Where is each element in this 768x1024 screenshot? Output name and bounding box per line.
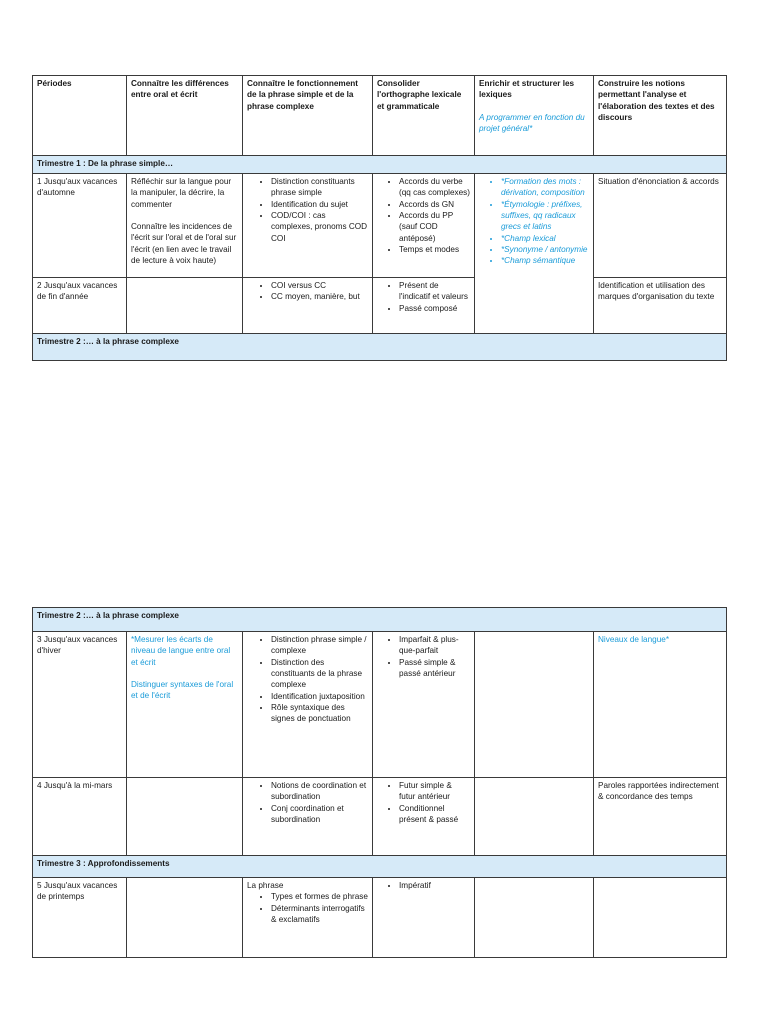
list-item: • Passé composé: [399, 303, 470, 314]
list-item: • Accords ds GN: [399, 199, 470, 210]
list-item: • *Étymologie : préfixes, suffixes, qq radicaux grecs et latins: [501, 199, 589, 233]
header-discours: Construire les notions permettant l'analyse et l'élaboration des textes et des discours: [594, 76, 727, 156]
period-cell: 2 Jusqu'aux vacances de fin d'année: [33, 278, 127, 334]
oral-text: Distinguer syntaxes de l'oral et de l'écrit: [131, 679, 234, 701]
oral-ecrit-cell: [127, 278, 243, 334]
trimester-1-label: Trimestre 1 : De la phrase simple…: [33, 156, 727, 174]
list-item: • COD/COI : cas complexes, pronoms COD COI: [271, 210, 368, 244]
ortho-cell: [373, 632, 475, 778]
oral-text: *Mesurer les écarts de niveau de langue entre oral et écrit: [131, 635, 231, 667]
list-item: • *Formation des mots : dérivation, composition: [501, 176, 589, 199]
table-row: [33, 878, 727, 958]
list-item: • Identification du sujet: [271, 199, 368, 210]
period-cell: 4 Jusqu'à la mi-mars: [33, 778, 127, 856]
period-cell: 1 Jusqu'aux vacances d'automne: [33, 174, 127, 278]
oral-text: Réfléchir sur la langue pour la manipuler, la décrire, la commenter: [131, 177, 232, 209]
lexique-cell: [475, 878, 594, 958]
oral-ecrit-cell: [127, 878, 243, 958]
list-item: • Identification juxtaposition: [271, 691, 368, 702]
table-row: [33, 278, 727, 334]
trimester-3-label: Trimestre 3 : Approfondissements: [33, 856, 727, 878]
phrase-cell: [243, 278, 373, 334]
oral-ecrit-cell: [127, 632, 243, 778]
header-lexiques-label: Enrichir et structurer les lexiques: [479, 79, 575, 100]
list-item: • Distinction constituants phrase simple: [271, 176, 368, 199]
header-orthographe: Consolider l'orthographe lexicale et grammaticale: [373, 76, 475, 156]
ortho-cell: [373, 878, 475, 958]
trimester-band: [33, 156, 727, 174]
trimester-band: [33, 334, 727, 361]
list-item: • Conj coordination et subordination: [271, 803, 368, 826]
discours-cell: Situation d'énonciation & accords: [594, 174, 727, 278]
trimester-band: [33, 856, 727, 878]
ortho-cell: [373, 174, 475, 278]
list-item: • *Synonyme / antonymie: [501, 244, 589, 255]
list-item: • Accords du verbe (qq cas complexes): [399, 176, 470, 199]
list-item: • Distinction phrase simple / complexe: [271, 634, 368, 657]
header-lexiques: [475, 76, 594, 156]
list-item: • COI versus CC: [271, 280, 368, 291]
phrase-cell: [243, 174, 373, 278]
table-row: [33, 632, 727, 778]
trimester-band: [33, 608, 727, 632]
list-item: • Futur simple & futur antérieur: [399, 780, 470, 803]
oral-ecrit-cell: [127, 778, 243, 856]
discours-cell: [594, 878, 727, 958]
header-row: [33, 76, 727, 156]
phrase-cell: [243, 778, 373, 856]
lexique-cell: [475, 174, 594, 334]
progression-table-2: [32, 607, 727, 958]
header-phrase: Connaître le fonctionnement de la phrase simple et de la phrase complexe: [243, 76, 373, 156]
period-cell: 3 Jusqu'aux vacances d'hiver: [33, 632, 127, 778]
list-item: • Présent de l'indicatif et valeurs: [399, 280, 470, 303]
period-cell: 5 Jusqu'aux vacances de printemps: [33, 878, 127, 958]
ortho-cell: [373, 778, 475, 856]
discours-cell: Identification et utilisation des marques d'organisation du texte: [594, 278, 727, 334]
discours-cell: Paroles rapportées indirectement & concordance des temps: [594, 778, 727, 856]
oral-ecrit-cell: [127, 174, 243, 278]
list-item: • Accords du PP (sauf COD antéposé): [399, 210, 470, 244]
phrase-cell: [243, 878, 373, 958]
table-row: [33, 778, 727, 856]
phrase-intro: La phrase: [247, 881, 284, 890]
list-item: • CC moyen, manière, but: [271, 291, 368, 302]
phrase-cell: [243, 632, 373, 778]
trimester-2-label: Trimestre 2 :… à la phrase complexe: [33, 334, 727, 361]
list-item: • *Champ lexical: [501, 233, 589, 244]
lexique-note: A programmer en fonction du projet général*: [479, 112, 585, 133]
list-item: • Conditionnel présent & passé: [399, 803, 470, 826]
list-item: • Temps et modes: [399, 244, 470, 255]
lexique-cell: [475, 778, 594, 856]
trimester-2-label: Trimestre 2 :… à la phrase complexe: [33, 608, 727, 632]
progression-table-1: [32, 75, 727, 361]
oral-text: Connaître les incidences de l'écrit sur l'oral et de l'oral sur l'écrit (en lien avec le travail de lecture à voix haute): [131, 221, 237, 265]
ortho-cell: [373, 278, 475, 334]
list-item: • *Champ sémantique: [501, 255, 589, 266]
lexique-cell: [475, 632, 594, 778]
list-item: • Impératif: [399, 880, 470, 891]
list-item: • Passé simple & passé antérieur: [399, 657, 470, 680]
header-periodes: Périodes: [33, 76, 127, 156]
list-item: • Types et formes de phrase: [271, 891, 368, 902]
table-row: [33, 174, 727, 278]
list-item: • Rôle syntaxique des signes de ponctuation: [271, 702, 368, 725]
list-item: • Distinction des constituants de la phrase complexe: [271, 657, 368, 691]
list-item: • Imparfait & plus-que-parfait: [399, 634, 470, 657]
discours-cell: Niveaux de langue*: [594, 632, 727, 778]
list-item: • Notions de coordination et subordination: [271, 780, 368, 803]
header-oral-ecrit: Connaître les différences entre oral et écrit: [127, 76, 243, 156]
list-item: • Déterminants interrogatifs & exclamatifs: [271, 903, 368, 926]
